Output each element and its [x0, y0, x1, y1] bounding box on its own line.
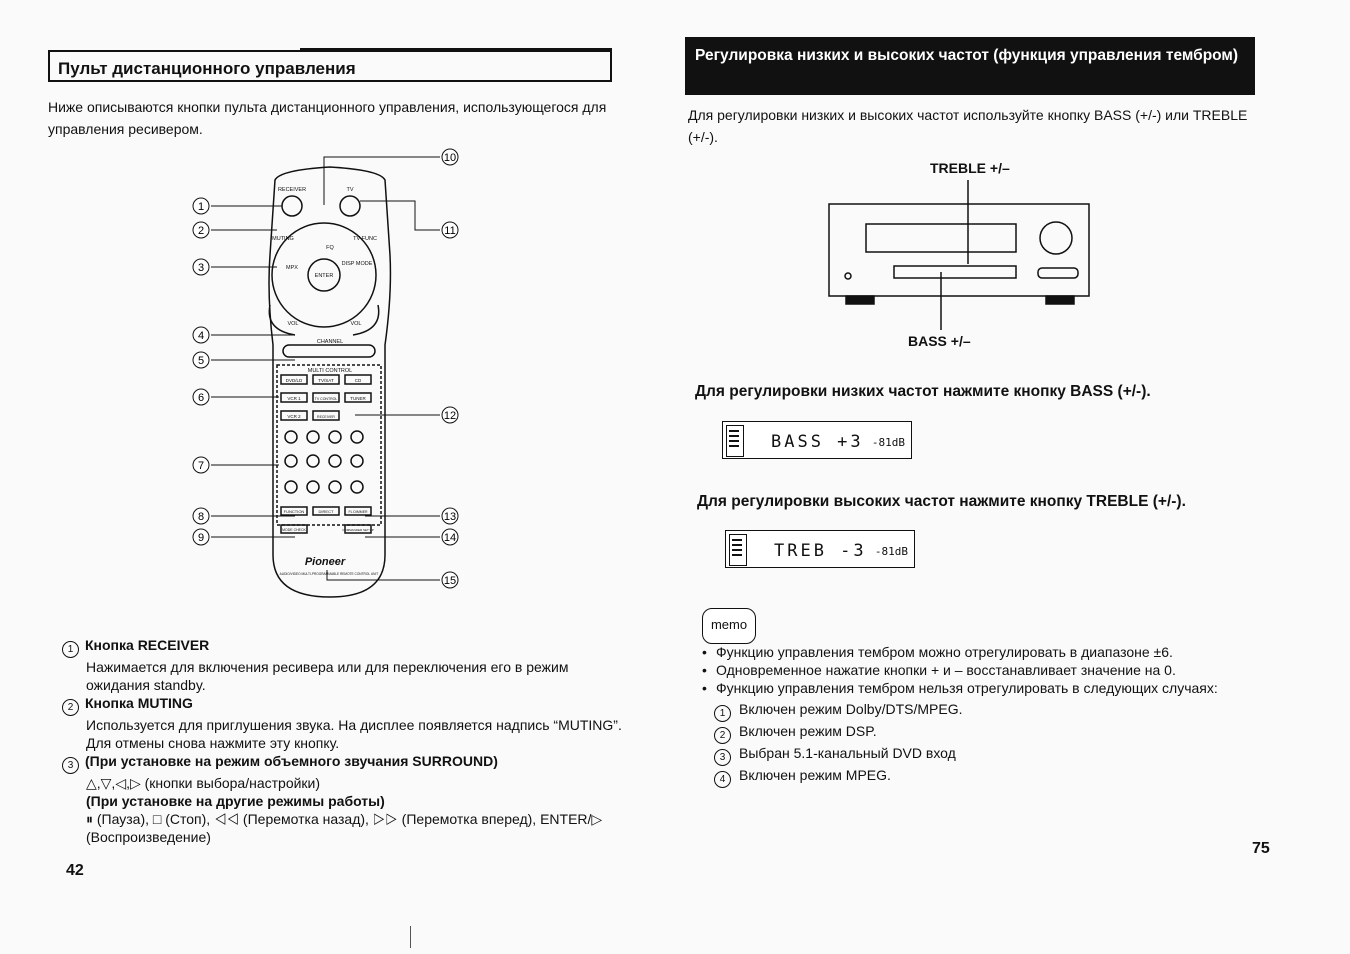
- label-function: FUNCTION: [283, 509, 305, 514]
- page-number-right: 75: [1252, 840, 1270, 857]
- callout-1: [193, 198, 209, 214]
- callout-4: [193, 327, 209, 343]
- item-3-heading-2: (При установке на другие режимы работы): [86, 793, 385, 809]
- num-btn: [307, 455, 319, 467]
- case-item: 4 Включен режим MPEG.: [714, 766, 963, 788]
- callout-8: [193, 508, 209, 524]
- label-vol-right: VOL: [350, 321, 362, 327]
- case-item: 1 Включен режим Dolby/DTS/MPEG.: [714, 700, 963, 722]
- num-btn: [329, 481, 341, 493]
- case-number: 1: [714, 705, 731, 722]
- label-tv-func: TV FUNC: [353, 236, 377, 242]
- callout-15: [442, 572, 458, 588]
- item-3-text: △,▽,◁,▷ (кнопки выбора/настройки): [86, 775, 321, 791]
- label-commander-setup: COMMANDER SET UP: [342, 528, 374, 532]
- treble-heading: Для регулировки высоких частот нажмите кнопку TREBLE (+/-).: [697, 493, 1186, 510]
- bass-display: [722, 421, 912, 459]
- display-indicator-icon: [729, 534, 747, 566]
- label-vcr2: VCR 2: [287, 414, 301, 419]
- label-channel: CHANNEL: [316, 339, 344, 345]
- memo-bullet: • Одновременное нажатие кнопки + и – восстанавливает значение на 0.: [700, 661, 1260, 679]
- svg-text:8: 8: [197, 511, 205, 523]
- fold-mark: [410, 926, 411, 948]
- brand-logo: Pioneer: [304, 556, 346, 568]
- button-descriptions: [62, 636, 622, 846]
- label-receiver-mc: RECEIVER: [317, 415, 335, 419]
- svg-text:6: 6: [197, 392, 205, 404]
- left-page-title: Пульт дистанционного управления: [48, 50, 612, 82]
- label-muting: MUTING: [272, 236, 294, 242]
- label-cd: CD: [354, 378, 362, 383]
- callout-9: [193, 529, 209, 545]
- receiver-front-panel-illustration: [826, 180, 1094, 330]
- case-number: 3: [714, 749, 731, 766]
- memo-bullet: • Функцию управления тембром нельзя отрегулировать в следующих случаях:: [700, 679, 1260, 697]
- callout-5: [193, 352, 209, 368]
- item-3-heading: 3 (При установке на режим объемного звучания SURROUND): [62, 752, 622, 774]
- item-1-num-icon: 1: [62, 641, 79, 658]
- vol-plus-button: [353, 305, 379, 335]
- treble-display-db: -81dB: [874, 545, 908, 558]
- volume-knob: [1040, 222, 1072, 254]
- callout-11: [442, 222, 458, 238]
- memo-icon: memo: [702, 608, 756, 644]
- tv-power-button: [340, 196, 360, 216]
- bass-label: BASS +/–: [908, 333, 971, 349]
- svg-text:15: 15: [443, 575, 457, 587]
- receiver-body: [829, 204, 1089, 296]
- item-2-num-icon: 2: [62, 699, 79, 716]
- label-fq: FQ: [326, 245, 334, 251]
- item-3-text-2: ⏸ (Пауза), □ (Стоп), ◁◁ (Перемотка назад), ▷▷ (Перемотка вперед), ENTER/▷ (Воспроизведение): [86, 811, 603, 845]
- label-fl-dimmer: FL DIMMER: [348, 510, 368, 514]
- case-number: 4: [714, 771, 731, 788]
- treble-display-text: TREB -3: [774, 541, 867, 561]
- right-page-title: Регулировка низких и высоких частот (функция управления тембром): [685, 37, 1255, 95]
- callout-14: [442, 529, 458, 545]
- bass-display-db: -81dB: [871, 436, 905, 449]
- num-btn: [329, 431, 341, 443]
- left-intro: Ниже описываются кнопки пульта дистанционного управления, использующегося для управления ресивером.: [48, 99, 607, 137]
- label-footer: AUDIO/VIDEO MULTI-PROGRAMMABLE REMOTE CONTROL UNIT: [279, 572, 379, 576]
- num-btn: [351, 455, 363, 467]
- num-btn: [285, 431, 297, 443]
- item-1-heading: 1 Кнопка RECEIVER: [62, 636, 622, 658]
- exception-cases: [714, 700, 963, 788]
- callout-2: [193, 222, 209, 238]
- display-window: [866, 224, 1016, 252]
- svg-text:4: 4: [197, 330, 205, 342]
- svg-text:3: 3: [197, 262, 205, 274]
- button-row: [894, 266, 1016, 278]
- multi-control-box: [277, 365, 381, 525]
- num-btn: [285, 481, 297, 493]
- item-2-text: Используется для приглушения звука. На дисплее появляется надпись “MUTING”. Для отмены снова нажмите эту кнопку.: [86, 717, 622, 751]
- callout-10: [442, 149, 458, 165]
- label-multi-control: MULTI CONTROL: [307, 368, 353, 374]
- item-3-num-icon: 3: [62, 757, 79, 774]
- treble-label: TREBLE +/–: [930, 160, 1010, 176]
- label-mpx: MPX: [286, 265, 298, 271]
- svg-text:5: 5: [197, 355, 205, 367]
- right-intro: Для регулировки низких и высоких частот используйте кнопку BASS (+/-) или TREBLE (+/-).: [688, 107, 1248, 145]
- label-dvd-ld: DVD/LD: [285, 378, 303, 383]
- num-btn: [307, 481, 319, 493]
- label-tuner: TUNER: [350, 396, 366, 401]
- receiver-foot-left: [846, 296, 874, 304]
- svg-text:12: 12: [443, 410, 457, 422]
- label-disp-mode: DISP MODE: [341, 261, 373, 267]
- label-tv-sat: TV/SAT: [318, 378, 334, 383]
- callout-6: [193, 389, 209, 405]
- svg-text:10: 10: [443, 152, 457, 164]
- page-number-left: 42: [66, 862, 84, 879]
- channel-bar: [283, 345, 375, 357]
- svg-text:14: 14: [443, 532, 457, 544]
- num-btn: [351, 431, 363, 443]
- receiver-foot-right: [1046, 296, 1074, 304]
- bass-heading: Для регулировки низких частот нажмите кнопку BASS (+/-).: [695, 383, 1151, 400]
- callout-13: [442, 508, 458, 524]
- num-btn: [329, 455, 341, 467]
- case-number: 2: [714, 727, 731, 744]
- label-enter: ENTER: [314, 273, 334, 279]
- item-2-heading: 2 Кнопка MUTING: [62, 694, 622, 716]
- item-1-text: Нажимается для включения ресивера или для переключения его в режим ожидания standby.: [86, 659, 569, 693]
- power-led: [845, 273, 851, 279]
- svg-text:9: 9: [197, 532, 205, 544]
- bass-display-text: BASS +3: [771, 432, 864, 452]
- callout-3: [193, 259, 209, 275]
- treble-display: [725, 530, 915, 568]
- svg-text:1: 1: [197, 201, 205, 213]
- label-mode-check: MODE CHECK: [282, 528, 306, 532]
- selector-panel: [1038, 268, 1078, 278]
- memo-bullets: [700, 643, 1260, 697]
- remote-control-illustration: [185, 145, 475, 605]
- label-direct: DIRECT: [318, 509, 334, 514]
- display-indicator-icon: [726, 425, 744, 457]
- svg-text:7: 7: [197, 460, 205, 472]
- receiver-power-button: [282, 196, 302, 216]
- callout-12: [442, 407, 458, 423]
- case-item: 2 Включен режим DSP.: [714, 722, 963, 744]
- svg-text:2: 2: [197, 225, 205, 237]
- callout-7: [193, 457, 209, 473]
- label-vol-left: VOL: [287, 321, 299, 327]
- label-tv: TV: [346, 187, 354, 193]
- vol-minus-button: [269, 305, 295, 335]
- memo-bullet: • Функцию управления тембром можно отрегулировать в диапазоне ±6.: [700, 643, 1260, 661]
- num-btn: [307, 431, 319, 443]
- num-btn: [351, 481, 363, 493]
- label-vcr1: VCR 1: [287, 396, 301, 401]
- label-tv-control: TV CONTROL: [314, 397, 338, 401]
- case-item: 3 Выбран 5.1-канальный DVD вход: [714, 744, 963, 766]
- svg-text:13: 13: [443, 511, 457, 523]
- svg-text:11: 11: [444, 225, 456, 237]
- num-btn: [285, 455, 297, 467]
- label-receiver: RECEIVER: [277, 187, 307, 193]
